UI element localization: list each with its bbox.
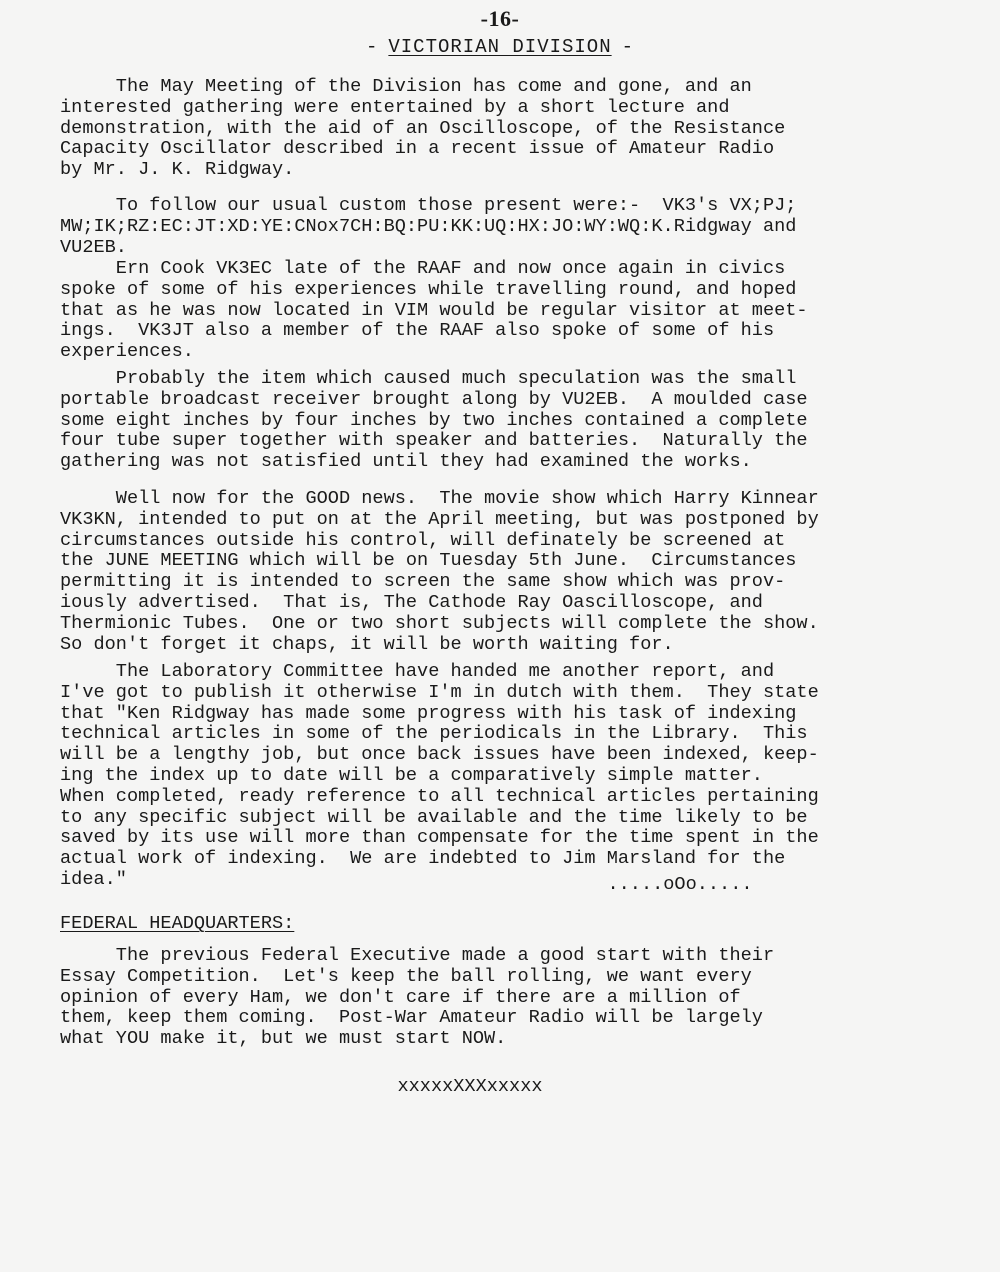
paragraph-attendees: To follow our usual custom those present were:- VK3's VX;PJ; MW;IK;RZ:EC:JT:XD:YE:CNox7CH:BQ:PU:KK:UQ:HX:JO:WY:WQ:K.Ridgway and VU2EB. <box>60 195 797 258</box>
end-mark: xxxxxXXXxxxxx <box>397 1076 543 1097</box>
title-dash-right: - <box>621 36 635 58</box>
section-title-text: VICTORIAN DIVISION <box>388 36 612 58</box>
title-dash-left: - <box>365 36 379 58</box>
section-title <box>0 36 1000 58</box>
paragraph-portable-receiver: Probably the item which caused much speculation was the small portable broadcast receiver brought along by VU2EB. A moulded case some eight inches by four inches by two inches contained a complete four tube super together with speaker and batteries. Naturally the gathering was not satisfied until they had examined the works. <box>60 368 808 473</box>
paragraph-good-news: Well now for the GOOD news. The movie show which Harry Kinnear VK3KN, intended to put on at the April meeting, but was postponed by circumstances outside his control, will definately be screened at the JUNE MEETING which will be on Tuesday 5th June. Circumstances permitting it is intended to screen the same show which was prov- iously advertised. That is, The Cathode Ray Oascilloscope, and Thermionic Tubes. One or two short subjects will complete the show. So don't forget it chaps, it will be worth waiting for. <box>60 488 819 655</box>
separator-ooo: .....oOo..... <box>607 874 753 895</box>
federal-headquarters-heading: FEDERAL HEADQUARTERS: <box>60 913 295 934</box>
paragraph-laboratory-report: The Laboratory Committee have handed me another report, and I've got to publish it otherwise I'm in dutch with them. They state that "Ken Ridgway has made some progress with his task of indexing technical articles in some of the periodicals in the Library. This will be a lengthy job, but once back issues have been indexed, keep- ing the index up to date will be a comparatively simple matter. When completed, ready reference to all technical articles pertaining to any specific subject will be available and the time likely to be saved by its use will more than compensate for the time spent in the actual work of indexing. We are indebted to Jim Marsland for the idea." <box>60 661 819 890</box>
paragraph-federal-executive: The previous Federal Executive made a good start with their Essay Competition. Let's keep the ball rolling, we want every opinion of every Ham, we don't care if there are a million of them, keep them coming. Post-War Amateur Radio will be largely what YOU make it, but we must start NOW. <box>60 945 775 1050</box>
paragraph-ern-cook: Ern Cook VK3EC late of the RAAF and now once again in civics spoke of some of his experiences while travelling round, and hoped that as he was now located in VIM would be regular visitor at meet- ings. VK3JT also a member of the RAAF also spoke of some of his experiences. <box>60 258 808 363</box>
paragraph-may-meeting: The May Meeting of the Division has come and gone, and an interested gathering were entertained by a short lecture and demonstration, with the aid of an Oscilloscope, of the Resistance Capacity Oscillator described in a recent issue of Amateur Radio by Mr. J. K. Ridgway. <box>60 76 786 181</box>
page-number: -16- <box>480 6 520 31</box>
